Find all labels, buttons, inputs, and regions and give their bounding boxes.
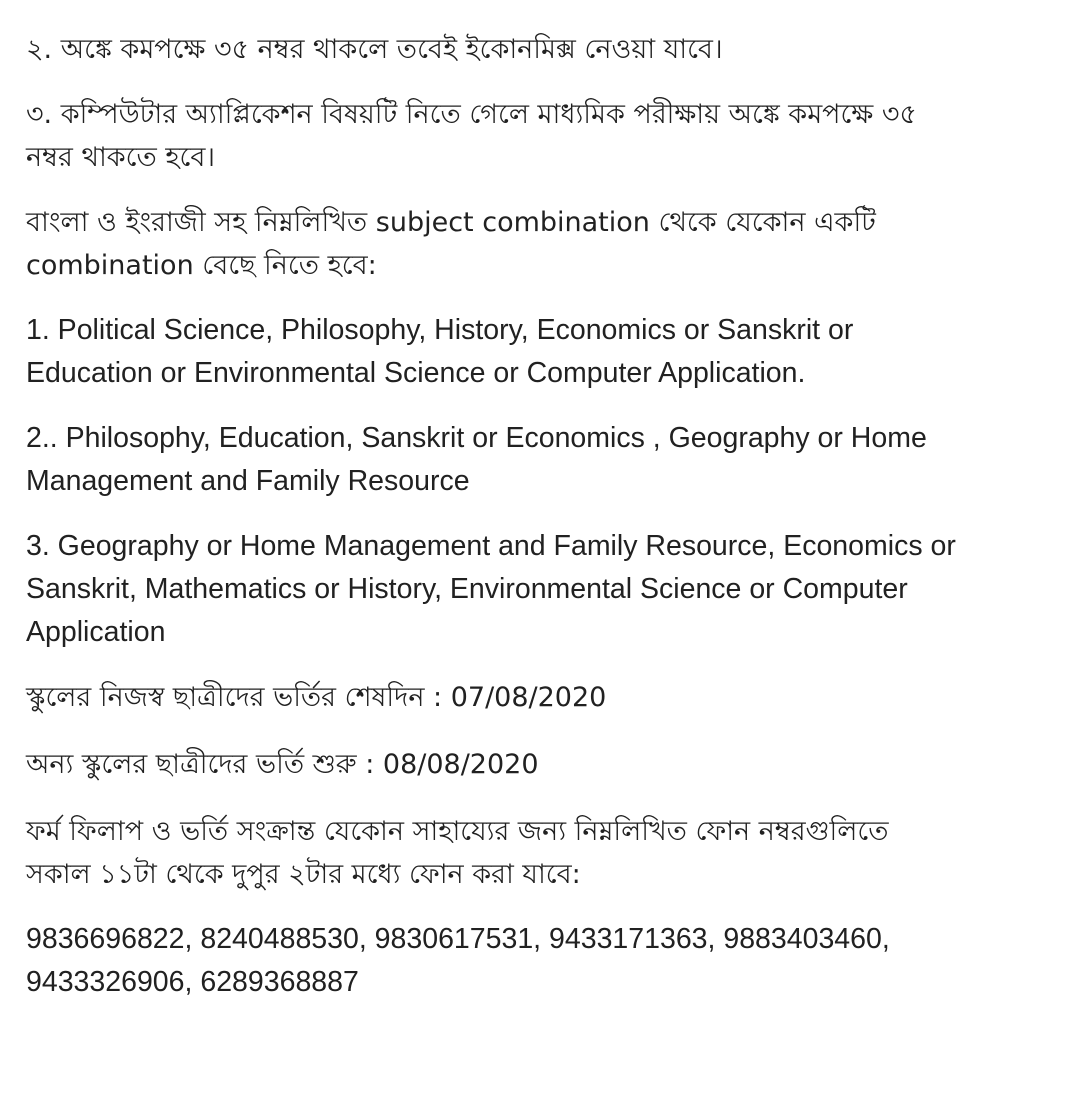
rule-computer-application-line1: ৩. কম্পিউটার অ্যাপ্লিকেশন বিষয়টি নিতে গেলে মাধ্যমিক পরীক্ষায় অঙ্কে কমপক্ষে ৩৫ (26, 99, 917, 130)
combination-1 (26, 309, 1056, 395)
combination-3 (26, 525, 1056, 654)
helpline-info-line2: সকাল ১১টা থেকে দুপুর ২টার মধ্যে ফোন করা যাবে: (26, 859, 581, 890)
phone-numbers-line1: 9836696822, 8240488530, 9830617531, 9433171363, 9883403460, (26, 923, 890, 955)
combination-3-line1: 3. Geography or Home Management and Family Resource, Economics or (26, 530, 956, 562)
helpline-info-line1: ফর্ম ফিলাপ ও ভর্তি সংক্রান্ত যেকোন সাহায্যের জন্য নিম্নলিখিত ফোন নম্বরগুলিতে (26, 816, 889, 847)
phone-numbers-line2: 9433326906, 6289368887 (26, 966, 359, 998)
combination-intro-line1: বাংলা ও ইংরাজী সহ নিম্নলিখিত subject combination থেকে যেকোন একটি (26, 207, 876, 238)
combination-1-line2: Education or Environmental Science or Computer Application. (26, 357, 806, 389)
own-school-deadline-text: স্কুলের নিজস্ব ছাত্রীদের ভর্তির শেষদিন : 07/08/2020 (26, 682, 607, 713)
other-school-start-text: অন্য স্কুলের ছাত্রীদের ভর্তি শুরু : 08/08/2020 (26, 749, 539, 780)
rule-computer-application (26, 93, 1056, 179)
own-school-deadline (26, 676, 1056, 719)
combination-intro-line2: combination বেছে নিতে হবে: (26, 250, 377, 281)
phone-numbers (26, 918, 1056, 1004)
combination-3-line2: Sanskrit, Mathematics or History, Environmental Science or Computer (26, 573, 908, 605)
combination-2-line2: Management and Family Resource (26, 465, 470, 497)
rule-computer-application-line2: নম্বর থাকতে হবে। (26, 142, 216, 173)
admission-notice (26, 28, 1056, 1026)
combination-intro (26, 201, 1056, 287)
combination-2 (26, 417, 1056, 503)
combination-2-line1: 2.. Philosophy, Education, Sanskrit or Economics , Geography or Home (26, 422, 927, 454)
rule-economics (26, 28, 1056, 71)
combination-3-line3: Application (26, 616, 166, 648)
other-school-start (26, 743, 1056, 786)
helpline-info (26, 810, 1056, 896)
combination-1-line1: 1. Political Science, Philosophy, History, Economics or Sanskrit or (26, 314, 854, 346)
rule-economics-text: ২. অঙ্কে কমপক্ষে ৩৫ নম্বর থাকলে তবেই ইকোনমিক্স নেওয়া যাবে। (26, 34, 723, 65)
